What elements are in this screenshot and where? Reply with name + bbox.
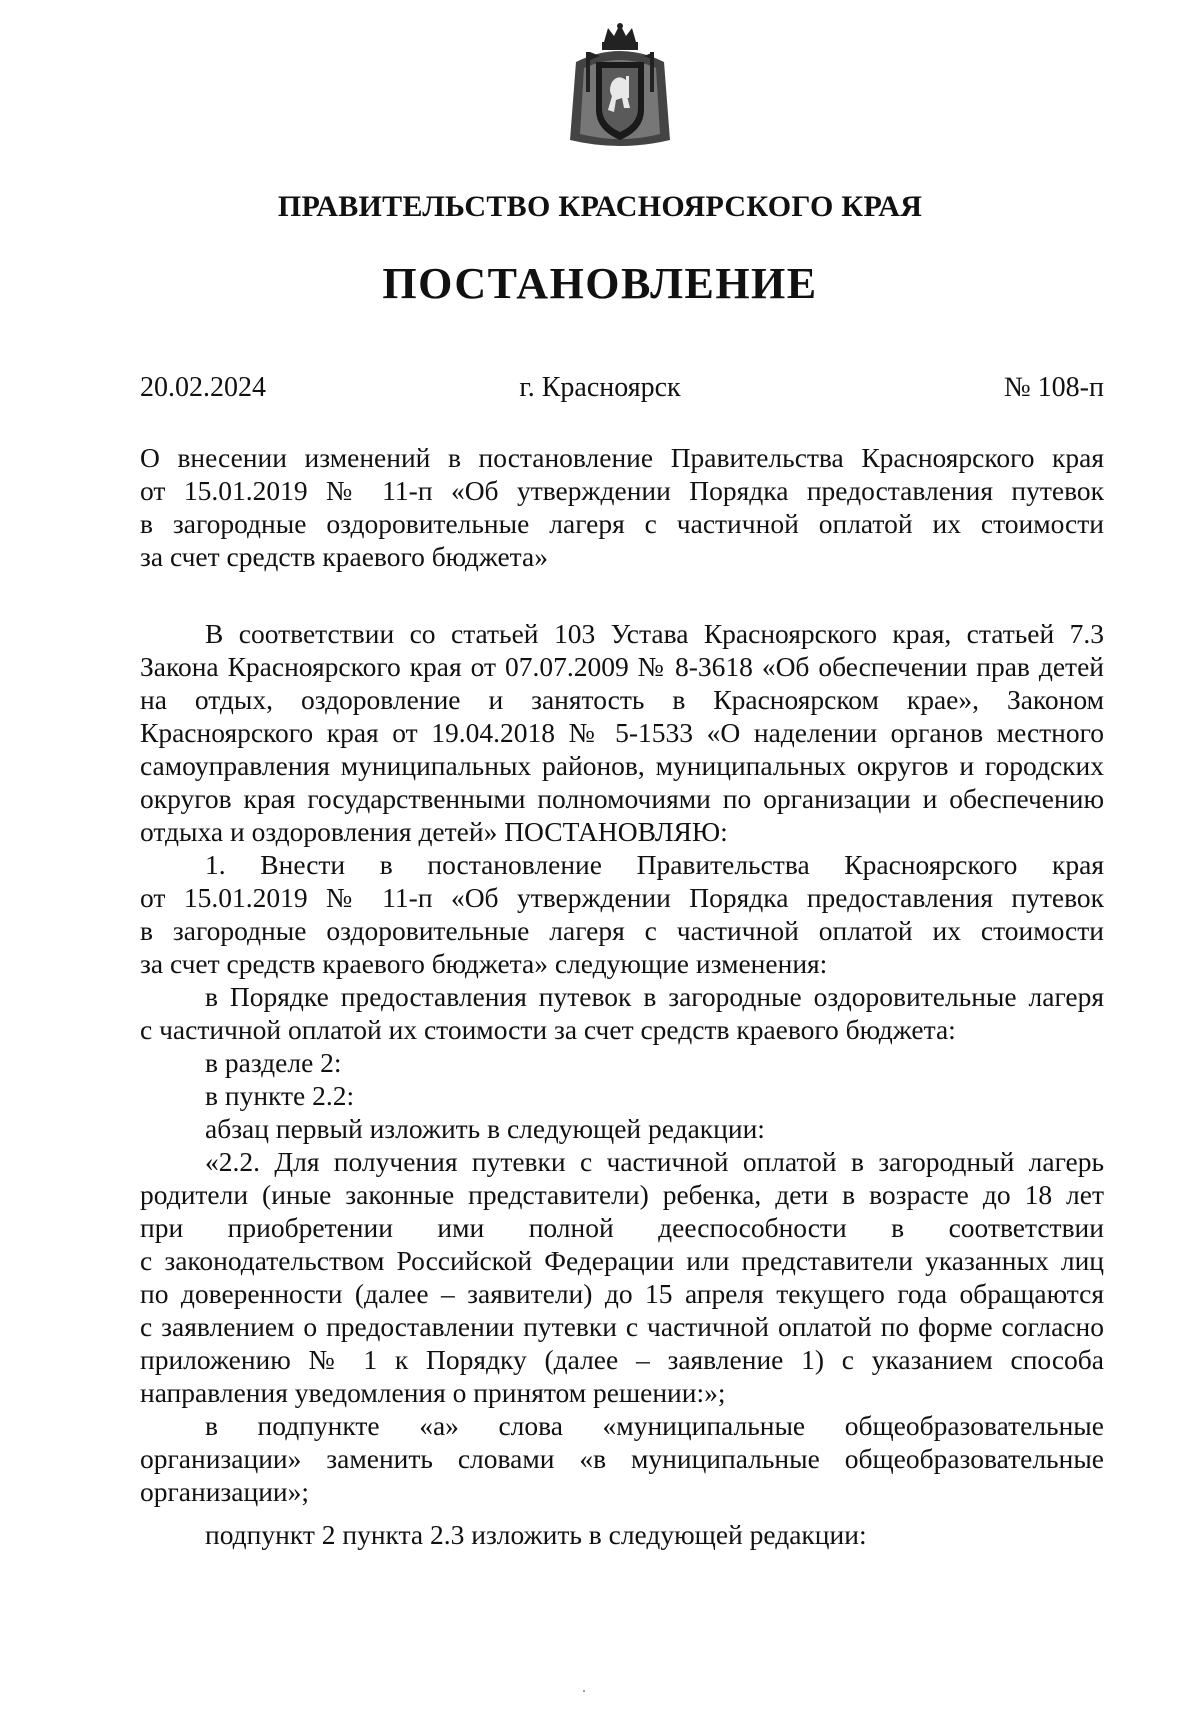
document-date: 20.02.2024 bbox=[140, 372, 266, 403]
body-line: в пункте 2.2: bbox=[205, 1080, 355, 1111]
document-type: ПОСТАНОВЛЕНИЕ bbox=[382, 259, 818, 308]
title-line: в загородные оздоровительные лагеря с частичной оплатой их стоимости bbox=[140, 508, 1104, 539]
body-line: округов края государственными полномочиями по организации и обеспечению bbox=[140, 783, 1104, 814]
body-line: родители (иные законные представители) ребенка, дети в возрасте до 18 лет bbox=[140, 1179, 1104, 1210]
title-line: за счет средств краевого бюджета» bbox=[140, 541, 548, 572]
body-line: В соответствии со статьей 103 Устава Красноярского края, статьей 7.3 bbox=[205, 618, 1104, 649]
body-line: в Порядке предоставления путевок в загородные оздоровительные лагеря bbox=[205, 981, 1104, 1012]
body-line: приложению № 1 к Порядку (далее – заявление 1) с указанием способа bbox=[140, 1344, 1104, 1375]
body-line: от 15.01.2019 № 11-п «Об утверждении Порядка предоставления путевок bbox=[140, 882, 1104, 913]
organization-name: ПРАВИТЕЛЬСТВО КРАСНОЯРСКОГО КРАЯ bbox=[277, 190, 923, 223]
body-line: направления уведомления о принятом решении:»; bbox=[140, 1377, 726, 1408]
body-line: с заявлением о предоставлении путевки с частичной оплатой по форме согласно bbox=[140, 1311, 1104, 1342]
body-line: в разделе 2: bbox=[205, 1047, 342, 1078]
body-line: Закона Красноярского края от 07.07.2009 № 8-3618 «Об обеспечении прав детей bbox=[140, 651, 1104, 682]
title-line: О внесении изменений в постановление Правительства Красноярского края bbox=[140, 442, 1104, 473]
body-line: организации» заменить словами «в муниципальные общеобразовательные bbox=[140, 1443, 1104, 1474]
body-line: за счет средств краевого бюджета» следующие изменения: bbox=[140, 948, 828, 979]
body-line: в загородные оздоровительные лагеря с частичной оплатой их стоимости bbox=[140, 915, 1104, 946]
body-line: Красноярского края от 19.04.2018 № 5-1533 «О наделении органов местного bbox=[140, 717, 1104, 748]
body-line: 1. Внести в постановление Правительства Красноярского края bbox=[205, 849, 1104, 880]
body-line: абзац первый изложить в следующей редакции: bbox=[205, 1113, 765, 1144]
body-line: самоуправления муниципальных районов, муниципальных округов и городских bbox=[140, 750, 1104, 781]
body-line: с частичной оплатой их стоимости за счет средств краевого бюджета: bbox=[140, 1014, 956, 1045]
body-line: при приобретении ими полной дееспособности в соответствии bbox=[140, 1212, 1104, 1243]
body-line: в подпункте «а» слова «муниципальные общеобразовательные bbox=[205, 1410, 1104, 1441]
body-line: на отдых, оздоровление и занятость в Красноярском крае», Законом bbox=[140, 684, 1104, 715]
body-line: с законодательством Российской Федерации или представители указанных лиц bbox=[140, 1245, 1104, 1276]
body-line: «2.2. Для получения путевки с частичной оплатой в загородный лагерь bbox=[205, 1146, 1104, 1177]
title-line: от 15.01.2019 № 11-п «Об утверждении Порядка предоставления путевок bbox=[140, 475, 1104, 506]
scan-artifact bbox=[583, 1690, 585, 1692]
body-line: подпункт 2 пункта 2.3 изложить в следующей редакции: bbox=[205, 1519, 867, 1550]
body-line: по доверенности (далее – заявители) до 15 апреля текущего года обращаются bbox=[140, 1278, 1104, 1309]
coat-of-arms-icon bbox=[566, 22, 674, 152]
document-number: № 108-п bbox=[1003, 372, 1104, 403]
body-line: организации»; bbox=[140, 1476, 310, 1507]
document-city: г. Красноярск bbox=[519, 372, 681, 403]
body-line: отдыха и оздоровления детей» ПОСТАНОВЛЯЮ: bbox=[140, 816, 728, 847]
